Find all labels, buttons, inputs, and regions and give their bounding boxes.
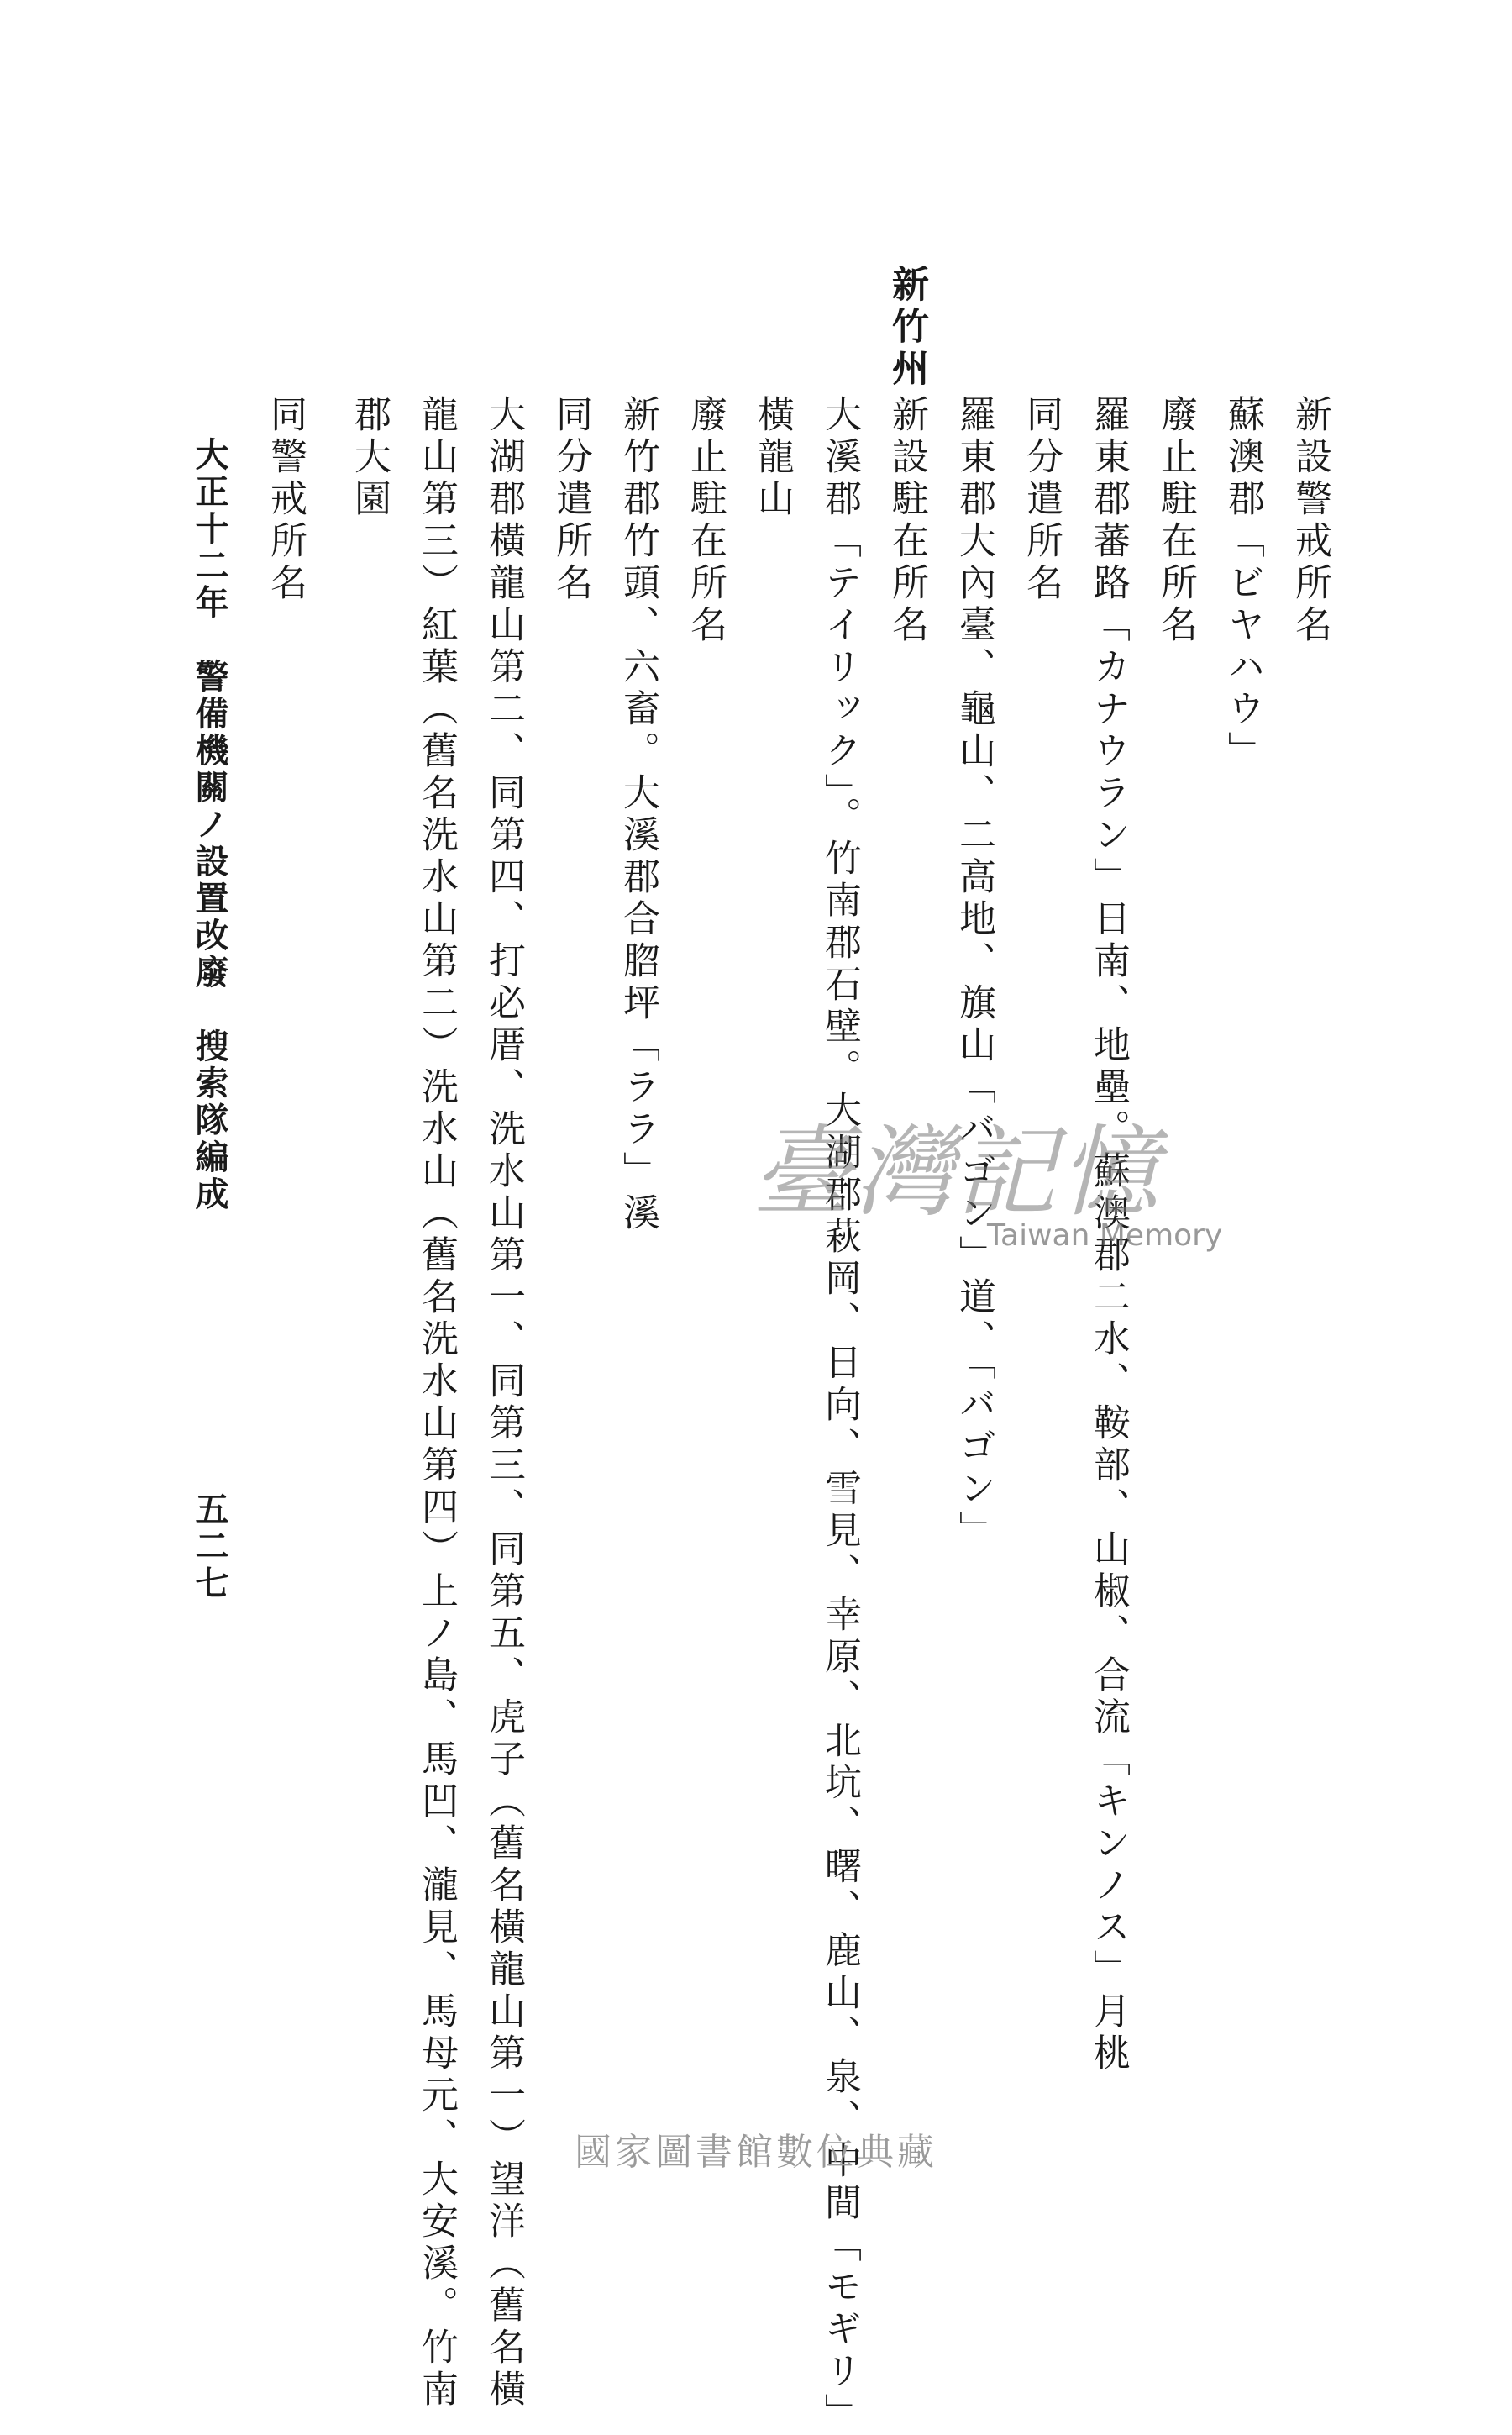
section-heading-abolished-stations: 廢止駐在所名 [1154,395,1197,647]
running-title: 大正十二年 警備機關ノ設置改廢 搜索隊編成 [190,437,229,1213]
section-heading-new-stations: 新設駐在所名 [885,395,928,647]
text-column-10: 新竹郡竹頭、六畜。大溪郡合脗坪「ララ」溪 [617,395,659,1235]
text-column-1: 蘇澳郡「ビヤハウ」 [1221,395,1264,773]
text-column-5: 羅東郡大內臺、龜山、二高地、旗山「バゴン」道、「バゴン」 [953,395,995,1553]
text-column-12: 大湖郡橫龍山第二、同第四、打必厝、洗水山第一、同第三、同第五、虎子（舊名橫龍山第一）望洋（舊名橫 [482,395,525,2411]
text-column-13: 龍山第三）紅葉（舊名洗水山第二）洗水山（舊名洗水山第四）上ノ島、馬凹、瀧見、馬母元、大安溪。竹南 [415,395,458,2411]
bottom-caption: 國家圖書館數位典藏 [575,2131,937,2174]
section-heading-branch-posts: 同分遣所名 [1020,395,1063,605]
section-heading-guard-posts: 同警戒所名 [264,395,307,605]
section-heading-branch-posts-2: 同分遣所名 [549,395,592,605]
section-heading-abolished-stations-2: 廢止駐在所名 [684,395,727,647]
page-number: 五二七 [190,1491,229,1602]
text-column-14: 郡大園 [348,395,391,521]
section-heading-new-guard-posts: 新設警戒所名 [1289,395,1331,647]
prefecture-heading: 新竹州 [885,265,928,391]
text-column-3: 羅東郡蕃路「カナウラン」日南、地壘。蘇澳郡二水、鞍部、山椒、合流「キンノス」月桃 [1087,395,1130,2075]
watermark-chars: 臺灣記憶 [752,1114,1163,1230]
text-column-7: 大溪郡「テイリック」。竹南郡石壁。大湖郡萩岡、日向、雪見、幸原、北坑、曙、鹿山、泉、中間「モギリ」 [818,395,861,2435]
text-column-8: 橫龍山 [751,395,794,521]
watermark-latin: Taiwan Memory [987,1218,1223,1253]
